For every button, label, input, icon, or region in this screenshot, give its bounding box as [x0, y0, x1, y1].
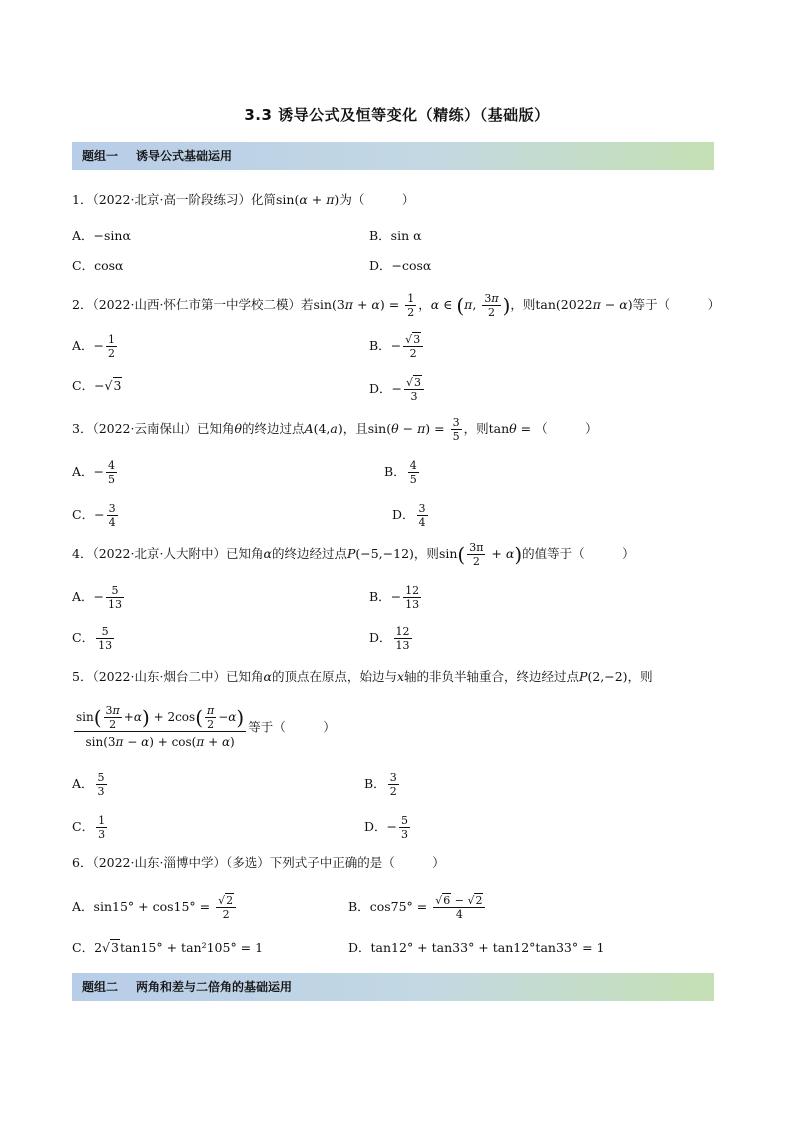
question-source: （2022·北京·高一阶段练习）: [92, 192, 251, 207]
option-c[interactable]: C． $\frac{1}{3}$: [72, 814, 106, 841]
question-number: 1．: [72, 192, 93, 207]
section-name: 两角和差与二倍角的基础运用: [136, 980, 293, 994]
formula: sin(θ − π) = $\frac{3}{5}$: [367, 416, 460, 443]
question-source: （2022·云南保山）: [92, 421, 197, 436]
option-c[interactable]: C． $\frac{5}{13}$: [72, 625, 113, 652]
option-d[interactable]: D． $\frac{3}{4}$: [392, 502, 426, 529]
section-label: 题组一: [82, 149, 119, 163]
formula: P(2,−2): [579, 669, 628, 684]
option-b[interactable]: B．− $\frac{√3}{2}$: [369, 333, 425, 360]
option-b[interactable]: B．− $\frac{12}{13}$: [369, 584, 420, 611]
option-b[interactable]: B． $\frac{3}{2}$: [364, 771, 397, 798]
page-title: 3.3 诱导公式及恒等变化（精练）（基础版）: [244, 106, 550, 124]
question-5: 5．（2022·山东·烟台二中）已知角α的顶点在原点，始边与x轴的非负半轴重合，终边经过点P(2,−2)，则: [72, 669, 653, 684]
question-source: （2022·山东·淄博中学）: [92, 855, 226, 870]
question-number: 3．: [72, 421, 93, 436]
option-d[interactable]: D．− $\frac{√3}{3}$: [369, 376, 426, 403]
question-number: 6．: [72, 855, 93, 870]
option-a[interactable]: A．− $\frac{1}{2}$: [72, 333, 116, 360]
option-c[interactable]: C．− $\frac{3}{4}$: [72, 502, 116, 529]
formula: tan(2022π − α): [535, 297, 633, 312]
option-c[interactable]: C．cosα: [72, 258, 124, 273]
option-a[interactable]: A．− $\frac{5}{13}$: [72, 584, 123, 611]
option-c[interactable]: C．−√3: [72, 378, 122, 393]
formula: P(−5,−12): [346, 546, 414, 561]
question-source: （2022·山东·烟台二中）: [92, 669, 226, 684]
question-source: （2022·山西·怀仁市第一中学校二模）: [92, 297, 301, 312]
option-b[interactable]: B．sin α: [369, 228, 422, 243]
option-d[interactable]: D．− $\frac{5}{3}$: [364, 814, 409, 841]
option-a[interactable]: A．−sinα: [72, 228, 131, 243]
formula: tanθ =: [488, 421, 536, 436]
question-5-formula: sin( $\frac{3\pi}{2}$ +α) + 2cos( $\frac{\pi}{2}$ −α) sin(3π − α) + cos(π + α) 等于（ ）: [76, 704, 336, 749]
question-number: 4．: [72, 546, 93, 561]
option-c[interactable]: C．2√3tan15° + tan²105° = 1: [72, 940, 264, 955]
formula: A(4,a): [304, 421, 343, 436]
option-a[interactable]: A． $\frac{5}{3}$: [72, 771, 105, 798]
option-b[interactable]: B．cos75° = $\frac{√6 - √2}{4}$: [348, 894, 487, 921]
option-a[interactable]: A．− $\frac{4}{5}$: [72, 459, 116, 486]
formula: sin(3π + α) = $\frac{1}{2}$ ，α ∈ (π, $\frac{3\pi}{2}$ ): [313, 292, 511, 319]
option-d[interactable]: D．tan12° + tan33° + tan12°tan33° = 1: [348, 940, 605, 955]
option-b[interactable]: B． $\frac{4}{5}$: [384, 459, 417, 486]
question-6: 6．（2022·山东·淄博中学）（多选）下列式子中正确的是（ ）: [72, 855, 445, 870]
question-source: （2022·北京·人大附中）: [92, 546, 226, 561]
option-a[interactable]: A．sin15° + cos15° = $\frac{√2}{2}$: [72, 894, 238, 921]
question-1: 1．（2022·北京·高一阶段练习）化简sin(α + π)为（ ）: [72, 192, 415, 207]
formula: sin(α + π): [275, 192, 340, 207]
section-header-1: [72, 142, 714, 170]
question-number: 5．: [72, 669, 93, 684]
formula: sin( $\frac{3\pi}{2}$ + α): [438, 541, 523, 568]
question-number: 2．: [72, 297, 93, 312]
question-2: 2．（2022·山西·怀仁市第一中学校二模）若sin(3π + α) = $\frac{1}{2}$ ，α ∈ (π, $\frac{3\pi}{2}$ )，则tan(2022π − α)等于（ ）: [72, 292, 721, 319]
option-d[interactable]: D．−cosα: [369, 258, 432, 273]
option-d[interactable]: D． $\frac{12}{13}$: [369, 625, 410, 652]
question-3: 3．（2022·云南保山）已知角θ的终边过点A(4,a)，且sin(θ − π) = $\frac{3}{5}$ ，则tanθ = （ ）: [72, 416, 598, 443]
section-name: 诱导公式基础运用: [136, 149, 233, 163]
question-4: 4．（2022·北京·人大附中）已知角α的终边经过点P(−5,−12)，则sin( $\frac{3\pi}{2}$ + α)的值等于（ ）: [72, 541, 635, 568]
section-header-2: [72, 973, 714, 1001]
section-label: 题组二: [82, 980, 119, 994]
